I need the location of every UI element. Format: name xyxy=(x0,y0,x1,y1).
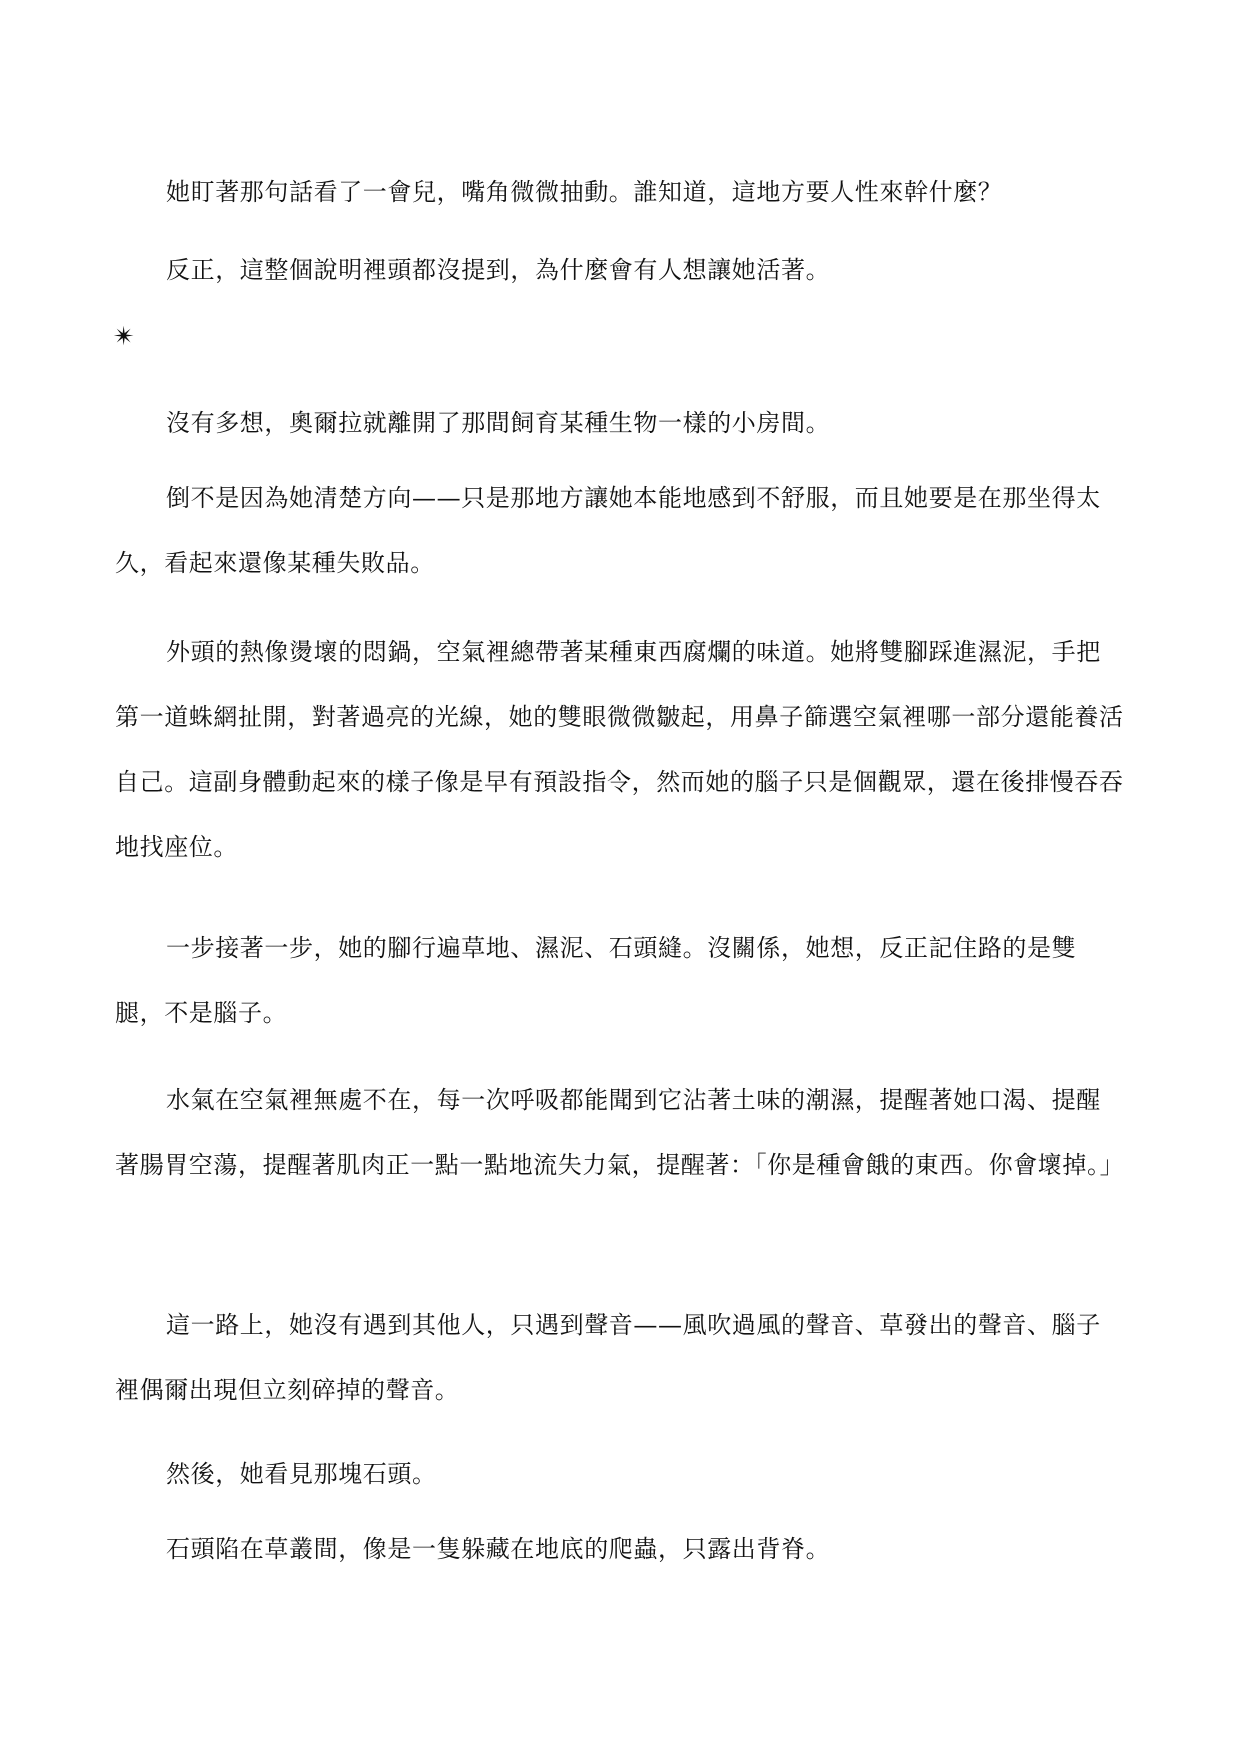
paragraph-6: 一步接著一步，她的腳行遍草地、濕泥、石頭縫。沒關係，她想，反正記住路的是雙腿，不是腦子。 xyxy=(115,934,1077,1027)
paragraph-10: 石頭陷在草叢間，像是一隻躲藏在地底的爬蟲，只露出背脊。 xyxy=(166,1535,831,1563)
paragraph-2: 反正，這整個說明裡頭都沒提到，為什麼會有人想讓她活著。 xyxy=(166,256,831,284)
section-divider-star-icon: ✴ xyxy=(113,322,135,352)
paragraph-5: 外頭的熱像燙壞的悶鍋，空氣裡總帶著某種東西腐爛的味道。她將雙腳踩進濕泥，手把第一道蛛網扯開，對著過亮的光線，她的雙眼微微皺起，用鼻子篩選空氣裡哪一部分還能養活自己。這副身體動起來的樣子像是早有預設指令，然而她的腦子只是個觀眾，還在後排慢吞吞地找座位。 xyxy=(115,638,1124,861)
paragraph-8: 這一路上，她沒有遇到其他人，只遇到聲音——風吹過風的聲音、草發出的聲音、腦子裡偶爾出現但立刻碎掉的聲音。 xyxy=(115,1311,1101,1404)
paragraph-7: 水氣在空氣裡無處不在，每一次呼吸都能聞到它沾著土味的潮濕，提醒著她口渴、提醒著腸胃空蕩，提醒著肌肉正一點一點地流失力氣，提醒著：「你是種會餓的東西。你會壞掉。」 xyxy=(115,1086,1125,1179)
paragraph-1: 她盯著那句話看了一會兒，嘴角微微抽動。誰知道，這地方要人性來幹什麼？ xyxy=(166,178,1003,206)
paragraph-3: 沒有多想，奧爾拉就離開了那間飼育某種生物一樣的小房間。 xyxy=(166,409,831,437)
paragraph-9: 然後，她看見那塊石頭。 xyxy=(166,1460,437,1488)
paragraph-4: 倒不是因為她清楚方向——只是那地方讓她本能地感到不舒服，而且她要是在那坐得太久，看起來還像某種失敗品。 xyxy=(115,484,1101,577)
